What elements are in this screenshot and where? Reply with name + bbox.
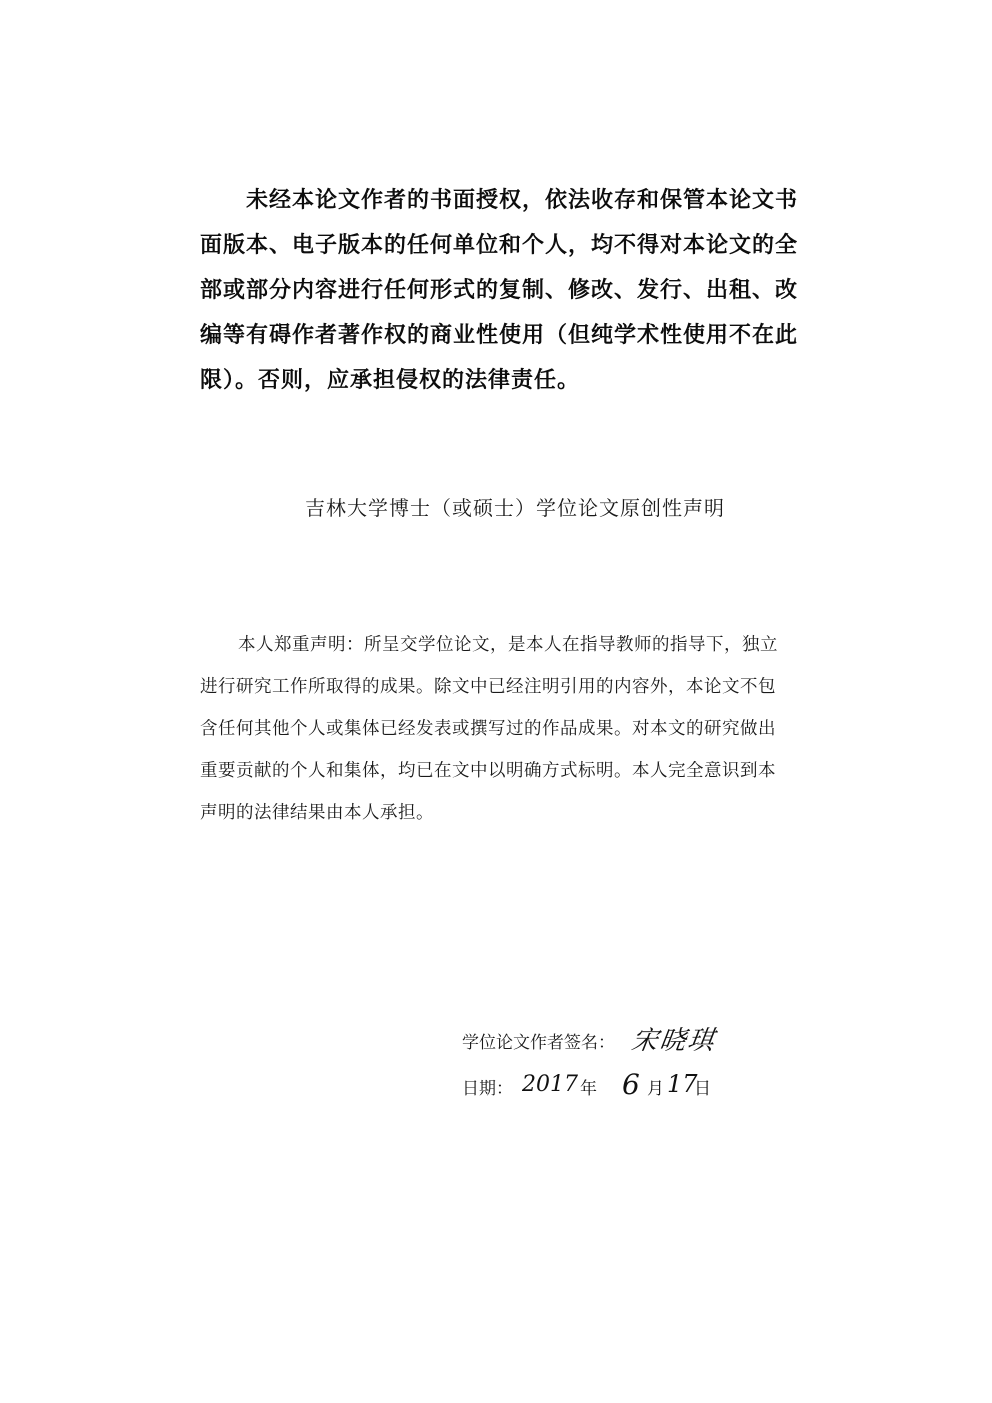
handwritten-signature: 宋晓琪: [629, 1026, 718, 1056]
author-signature-row: [462, 1020, 792, 1066]
handwritten-day: 17: [667, 1070, 698, 1098]
copyright-notice: 未经本论文作者的书面授权，依法收存和保管本论文书面版本、电子版本的任何单位和个人，均不得对本论文的全部或部分内容进行任何形式的复制、修改、发行、出租、改编等有碍作者著作权的商业性使用（但纯学术性使用不在此限）。否则，应承担侵权的法律责任。: [200, 188, 799, 393]
year-unit: 年: [580, 1079, 597, 1099]
author-signature-label: 学位论文作者签名：: [462, 1033, 615, 1053]
signature-block: [462, 1020, 792, 1112]
date-label: 日期：: [462, 1079, 513, 1099]
handwritten-year: 2017: [522, 1072, 578, 1097]
declaration-body: 本人郑重声明：所呈交学位论文，是本人在指导教师的指导下，独立进行研究工作所取得的成果。除文中已经注明引用的内容外，本论文不包含任何其他个人或集体已经发表或撰写过的作品成果。对本文的研究做出重要贡献的个人和集体，均已在文中以明确方式标明。本人完全意识到本声明的法律结果由本人承担。: [200, 635, 778, 823]
day-unit: 日: [694, 1079, 711, 1099]
date-row: [462, 1066, 792, 1112]
month-unit: 月: [647, 1079, 664, 1099]
declaration-title: 吉林大学博士（或硕士）学位论文原创性声明: [305, 496, 725, 520]
handwritten-month: 6: [622, 1068, 640, 1101]
